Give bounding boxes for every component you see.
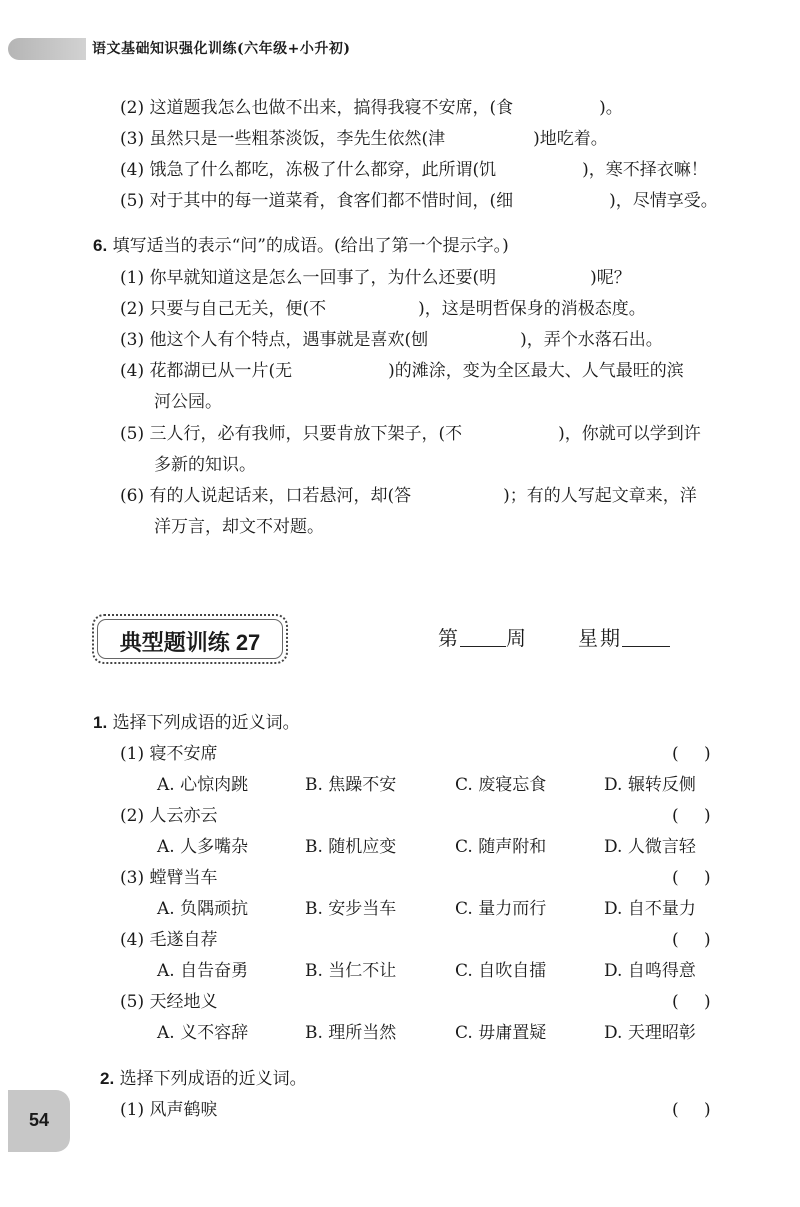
option-d: D. 辗转反侧 [604,775,696,795]
q6-item-6: (6) 有的人说起话来，口若悬河，却(答 )；有的人写起文章来，洋 [120,486,697,506]
q5-item-2: (2) 这道题我怎么也做不出来，搞得我寝不安席，(食 )。 [120,98,623,118]
option-b: B. 理所当然 [305,1023,397,1043]
answer-paren: ( ) [672,930,721,950]
q6-item-6-continuation: 洋万言，却文不对题。 [154,517,324,537]
sq1-item-3: (3) 螳臂当车 [120,868,218,888]
sq1-item-2: (2) 人云亦云 [120,806,218,826]
option-c: C. 废寝忘食 [455,775,547,795]
option-a: A. 自告奋勇 [157,961,249,981]
option-b: B. 焦躁不安 [305,775,397,795]
q6-item-4: (4) 花都湖已从一片(无 )的滩涂，变为全区最大、人气最旺的滨 [120,361,684,381]
q6-item-3: (3) 他这个人有个特点，遇事就是喜欢(刨 )，弄个水落石出。 [120,330,663,350]
section-title-box [92,614,288,664]
option-d: D. 自不量力 [604,899,696,919]
answer-paren: ( ) [672,868,721,888]
header-tab-decoration [8,38,86,60]
page-number-badge [8,1090,70,1152]
sq1-item-4: (4) 毛遂自荐 [120,930,218,950]
option-a: A. 负隅顽抗 [157,899,249,919]
option-c: C. 毋庸置疑 [455,1023,547,1043]
q6-item-4-continuation: 河公园。 [154,392,222,412]
q6-item-5-continuation: 多新的知识。 [154,455,256,475]
answer-paren: ( ) [672,744,721,764]
page-number: 54 [28,1110,50,1130]
q6-item-2: (2) 只要与自己无关，便(不 )，这是明哲保身的消极态度。 [120,299,646,319]
sq2-title: 2. 选择下列成语的近义词。 [100,1069,307,1089]
q6-title: 6. 填写适当的表示“问”的成语。(给出了第一个提示字。) [93,236,509,256]
q6-item-5: (5) 三人行，必有我师，只要肯放下架子，(不 )，你就可以学到许 [120,424,701,444]
section-title: 典型题训练 27 [119,630,261,655]
option-b: B. 安步当车 [305,899,397,919]
option-a: A. 心惊肉跳 [157,775,249,795]
option-b: B. 随机应变 [305,837,397,857]
q5-item-4: (4) 饿急了什么都吃，冻极了什么都穿，此所谓(饥 )，寒不择衣嘛！ [120,160,708,180]
option-d: D. 自鸣得意 [604,961,696,981]
sq2-item-1: (1) 风声鹤唳 [120,1100,218,1120]
option-d: D. 天理昭彰 [604,1023,696,1043]
sq1-item-1: (1) 寝不安席 [120,744,218,764]
option-a: A. 义不容辞 [157,1023,249,1043]
q5-item-5: (5) 对于其中的每一道菜肴，食客们都不惜时间，(细 )，尽情享受。 [120,191,718,211]
option-a: A. 人多嘴杂 [157,837,249,857]
answer-paren: ( ) [672,806,721,826]
answer-paren: ( ) [672,992,721,1012]
running-header: 语文基础知识强化训练(六年级+小升初) [92,41,351,57]
q5-item-3: (3) 虽然只是一些粗茶淡饭，李先生依然(津 )地吃着。 [120,129,608,149]
option-b: B. 当仁不让 [305,961,397,981]
option-c: C. 量力而行 [455,899,547,919]
option-c: C. 自吹自擂 [455,961,547,981]
sq1-item-5: (5) 天经地义 [120,992,218,1012]
sq1-title: 1. 选择下列成语的近义词。 [93,713,300,733]
option-d: D. 人微言轻 [604,837,696,857]
q6-item-1: (1) 你早就知道这是怎么一回事了，为什么还要(明 )呢？ [120,268,631,288]
answer-paren: ( ) [672,1100,721,1120]
weekday-field: 星期 [578,622,670,651]
week-field: 第 周 [438,626,528,650]
option-c: C. 随声附和 [455,837,547,857]
